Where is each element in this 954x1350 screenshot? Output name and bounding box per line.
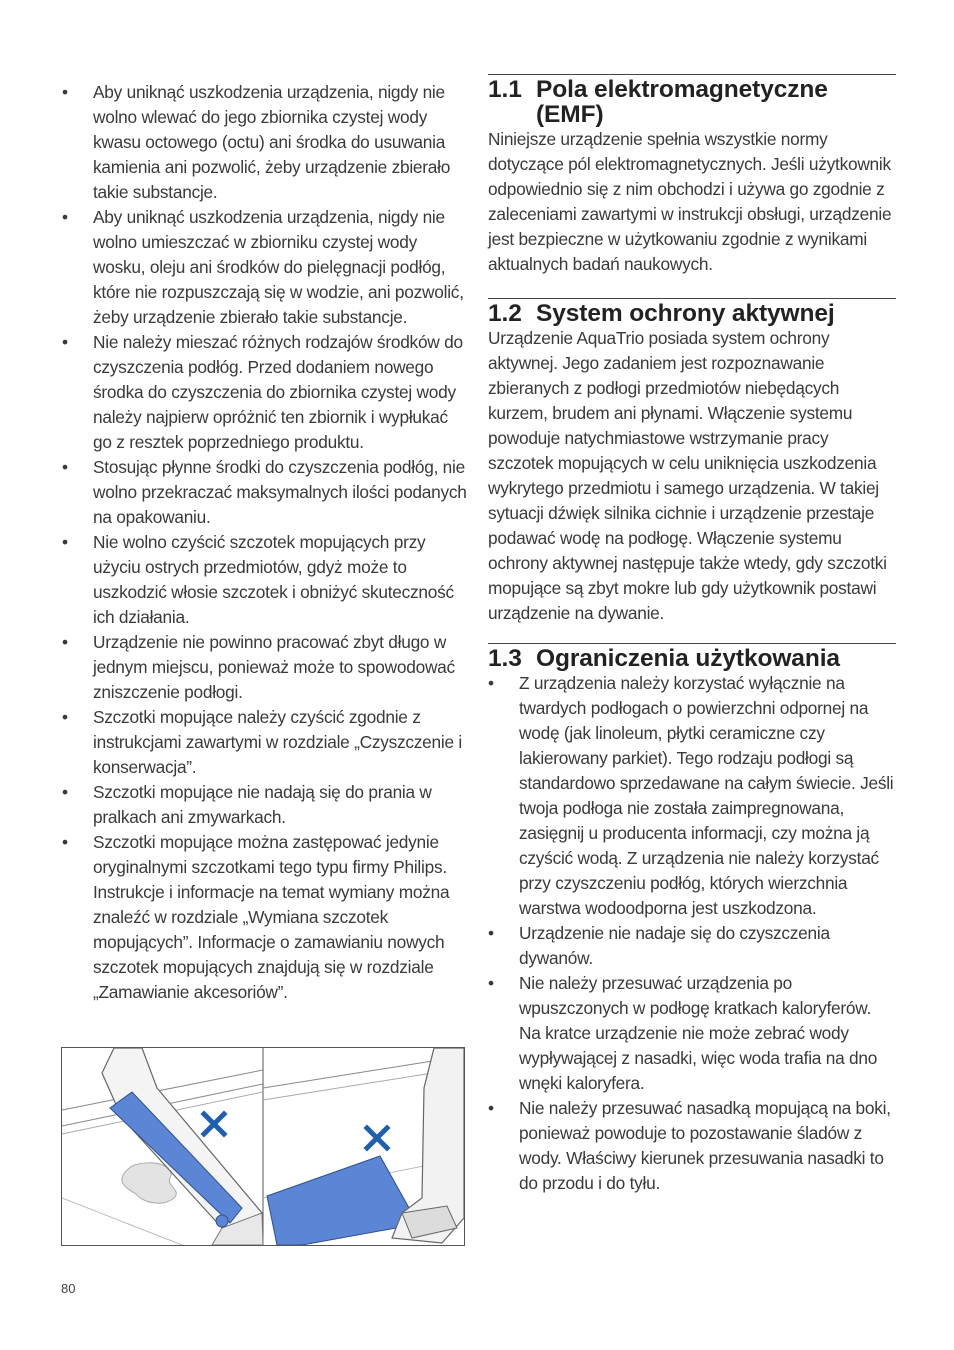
left-panel-scene bbox=[62, 1048, 263, 1245]
prohibited-mark-left bbox=[204, 1114, 224, 1134]
right-panel-scene bbox=[263, 1048, 464, 1245]
section-number: 1.1 bbox=[488, 76, 522, 103]
section-text: Niniejsze urządzenie spełnia wszystkie normy dotyczące pól elektromagnetycznych. Jeśli użytkownik odpowiednio się z nim obchodzi i używa go zgodnie z zaleceniami zawartymi w instrukcji obsługi, urządzenie jest bezpieczne w użytkowaniu zgodnie z wynikami aktualnych badań naukowych. bbox=[488, 129, 892, 274]
left-column bbox=[62, 80, 470, 1005]
page-number: 80 bbox=[61, 1281, 76, 1296]
list-item: • Stosując płynne środki do czyszczenia podłóg, nie wolno przekraczać maksymalnych ilości podanych na opakowaniu. bbox=[62, 455, 470, 530]
illustration-frame bbox=[61, 1047, 465, 1246]
section-heading bbox=[488, 646, 896, 671]
section-title: System ochrony aktywnej bbox=[536, 300, 835, 327]
section-heading bbox=[488, 77, 896, 127]
section-usage-limits bbox=[488, 643, 896, 1196]
section-number: 1.2 bbox=[488, 300, 522, 327]
list-item: • Szczotki mopujące nie nadają się do prania w pralkach ani zmywarkach. bbox=[62, 780, 470, 830]
list-item: • Nie należy mieszać różnych rodzajów środków do czyszczenia podłóg. Przed dodaniem nowego środka do czyszczenia do zbiornika czystej wody należy najpierw opróżnić ten zbiornik i wypłukać go z resztek poprzedniego produktu. bbox=[62, 330, 470, 455]
list-item: • Aby uniknąć uszkodzenia urządzenia, nigdy nie wolno wlewać do jego zbiornika czystej wody kwasu octowego (octu) ani środka do usuwania kamienia ani pozwolić, żeby urządzenie zbierało takie substancje. bbox=[62, 80, 470, 205]
prohibited-mark-right bbox=[367, 1128, 387, 1148]
list-item: • Szczotki mopujące można zastępować jedynie oryginalnymi szczotkami tego typu firmy Philips. Instrukcje i informacje na temat wymiany można znaleźć w rozdziale „Wymiana szczotek mopujących”. Informacje o zamawianiu nowych szczotek mopujących znajdują się w rozdziale „Zamawianie akcesoriów”. bbox=[62, 830, 470, 1005]
list-item: • Urządzenie nie powinno pracować zbyt długo w jednym miejscu, ponieważ może to spowodować zniszczenie podłogi. bbox=[62, 630, 470, 705]
illustration-svg bbox=[62, 1048, 464, 1245]
section-title: Ograniczenia użytkowania bbox=[536, 645, 840, 672]
list-item: • Urządzenie nie nadaje się do czyszczenia dywanów. bbox=[488, 921, 896, 971]
section-number: 1.3 bbox=[488, 645, 522, 672]
usage-limits-list bbox=[488, 671, 896, 1196]
section-heading bbox=[488, 301, 896, 326]
right-column bbox=[488, 74, 896, 1196]
list-item: • Nie wolno czyścić szczotek mopujących przy użyciu ostrych przedmiotów, gdyż może to uszkodzić włosie szczotek i obniżyć skuteczność ich działania. bbox=[62, 530, 470, 630]
water-drop-shape bbox=[216, 1215, 228, 1227]
list-item: • Aby uniknąć uszkodzenia urządzenia, nigdy nie wolno umieszczać w zbiorniku czystej wody wosku, oleju ani środków do pielęgnacji podłóg, które nie rozpuszczają się w wodzie, ani pozwolić, żeby urządzenie zbierało takie substancje. bbox=[62, 205, 470, 330]
section-title: Pola elektromagnetyczne (EMF) bbox=[536, 76, 828, 128]
section-active-protection bbox=[488, 298, 896, 626]
list-item: • Szczotki mopujące należy czyścić zgodnie z instrukcjami zawartymi w rozdziale „Czyszczenie i konserwacja”. bbox=[62, 705, 470, 780]
section-text: Urządzenie AquaTrio posiada system ochrony aktywnej. Jego zadaniem jest rozpoznawanie zbieranych z podłogi przedmiotów niebędących kurzem, brudem ani płynami. Włączenie systemu powoduje natychmiastowe wstrzymanie pracy szczotek mopujących w celu uniknięcia uszkodzenia wykrytego przedmiotu i samego urządzenia. W takiej sytuacji dźwięk silnika cichnie i urządzenie przestaje podawać wodę na podłogę. Włączenie systemu ochrony aktywnej następuje także wtedy, gdy szczotki mopujące są zbyt mokre lub gdy użytkownik postawi urządzenie na dywanie. bbox=[488, 328, 887, 623]
list-item: • Z urządzenia należy korzystać wyłącznie na twardych podłogach o powierzchni odpornej na wodę (jak linoleum, płytki ceramiczne czy lakierowany parkiet). Tego rodzaju podłogi są standardowo sprzedawane na całym świecie. Jeśli twoja podłoga nie została zaimpregnowana, zasięgnij u producenta informacji, czy można ją czyścić wodą. Z urządzenia nie należy korzystać przy czyszczeniu podłóg, których wierzchnia warstwa wodoodporna jest uszkodzona. bbox=[488, 671, 896, 921]
section-emf bbox=[488, 74, 896, 277]
list-item: • Nie należy przesuwać urządzenia po wpuszczonych w podłogę kratkach kaloryferów. Na kratce urządzenie nie może zebrać wody wypływającej z nasadki, więc woda trafia na dno wnęki kaloryfera. bbox=[488, 971, 896, 1096]
list-item: • Nie należy przesuwać nasadką mopującą na boki, ponieważ powoduje to pozostawanie śladów z wody. Właściwy kierunek przesuwania nasadki to do przodu i do tyłu. bbox=[488, 1096, 896, 1196]
warning-list bbox=[62, 80, 470, 1005]
